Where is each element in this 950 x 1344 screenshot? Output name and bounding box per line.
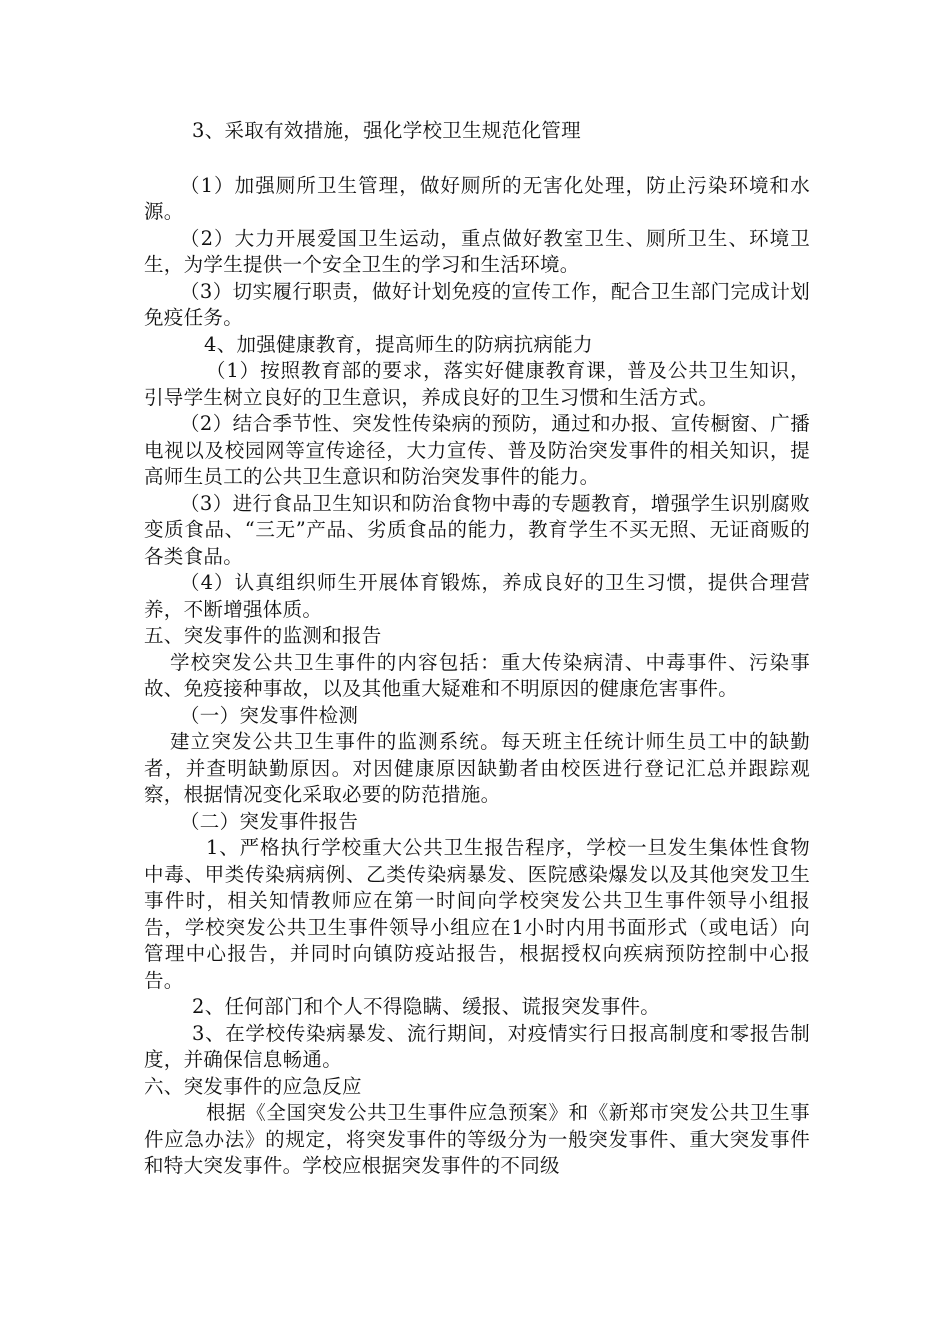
subsection-heading-5-1: （一）突发事件检测 — [180, 703, 359, 727]
paragraph-item-3-2: （2）大力开展爱国卫生运动，重点做好教室卫生、厕所卫生、环境卫生，为学生提供一个安全卫生的学习和生活环境。 — [144, 226, 810, 276]
paragraph-section-5-intro: 学校突发公共卫生事件的内容包括：重大传染病清、中毒事件、污染事故、免疫接种事故，以及其他重大疑难和不明原因的健康危害事件。 — [144, 650, 810, 700]
paragraph-gap — [144, 145, 810, 173]
document-body — [144, 118, 810, 1180]
paragraph-item-4-4: （4）认真组织师生开展体育锻炼，养成良好的卫生习惯，提供合理营养，不断增强体质。 — [144, 571, 810, 621]
paragraph-section-6-intro: 根据《全国突发公共卫生事件应急预案》和《新郑市突发公共卫生事件应急办法》的规定，将突发事件的等级分为一般突发事件、重大突发事件和特大突发事件。学校应根据突发事件的不同级 — [144, 1101, 810, 1177]
heading-item-4: 4、加强健康教育，提高师生的防病抗病能力 — [204, 332, 593, 356]
section-heading-5: 五、突发事件的监测和报告 — [144, 624, 382, 647]
paragraph-report-2: 2、任何部门和个人不得隐瞒、缓报、谎报突发事件。 — [192, 995, 661, 1018]
paragraph-item-4-3: （3）进行食品卫生知识和防治食物中毒的专题教育，增强学生识别腐败变质食品、“三无”产品、劣质食品的能力，教育学生不买无照、无证商贩的各类食品。 — [144, 491, 810, 568]
paragraph-item-3-1: （1）加强厕所卫生管理，做好厕所的无害化处理，防止污染环境和水源。 — [144, 173, 810, 223]
paragraph-report-1: 1、严格执行学校重大公共卫生报告程序，学校一旦发生集体性食物中毒、甲类传染病病例、乙类传染病暴发、医院感染爆发以及其他突发卫生事件时，相关知情教师应在第一时间向学校突发公共卫生事件领导小组报告，学校突发公共卫生事件领导小组应在1小时内用书面形式（或电话）向管理中心报告，并同时向镇防疫站报告，根据授权向疾病预防控制中心报告。 — [144, 836, 810, 992]
subsection-heading-5-2: （二）突发事件报告 — [180, 809, 359, 833]
paragraph-item-4-1: （1）按照教育部的要求，落实好健康教育课，普及公共卫生知识，引导学生树立良好的卫生意识，养成良好的卫生习惯和生活方式。 — [144, 359, 810, 409]
paragraph-item-4-2: （2）结合季节性、突发性传染病的预防，通过和办报、宣传橱窗、广播电视以及校园网等宣传途径，大力宣传、普及防治突发事件的相关知识，提高师生员工的公共卫生意识和防治突发事件的能力。 — [144, 412, 810, 488]
paragraph-item-3-3: （3）切实履行职责，做好计划免疫的宣传工作，配合卫生部门完成计划免疫任务。 — [144, 279, 810, 329]
paragraph-monitoring: 建立突发公共卫生事件的监测系统。每天班主任统计师生员工中的缺勤者，并查明缺勤原因。对因健康原因缺勤者由校医进行登记汇总并跟踪观察，根据情况变化采取必要的防范措施。 — [144, 730, 810, 806]
heading-item-3: 3、采取有效措施，强化学校卫生规范化管理 — [192, 119, 581, 142]
section-heading-6: 六、突发事件的应急反应 — [144, 1074, 362, 1098]
paragraph-report-3: 3、在学校传染病暴发、流行期间，对疫情实行日报高制度和零报告制度，并确保信息畅通。 — [144, 1021, 810, 1071]
